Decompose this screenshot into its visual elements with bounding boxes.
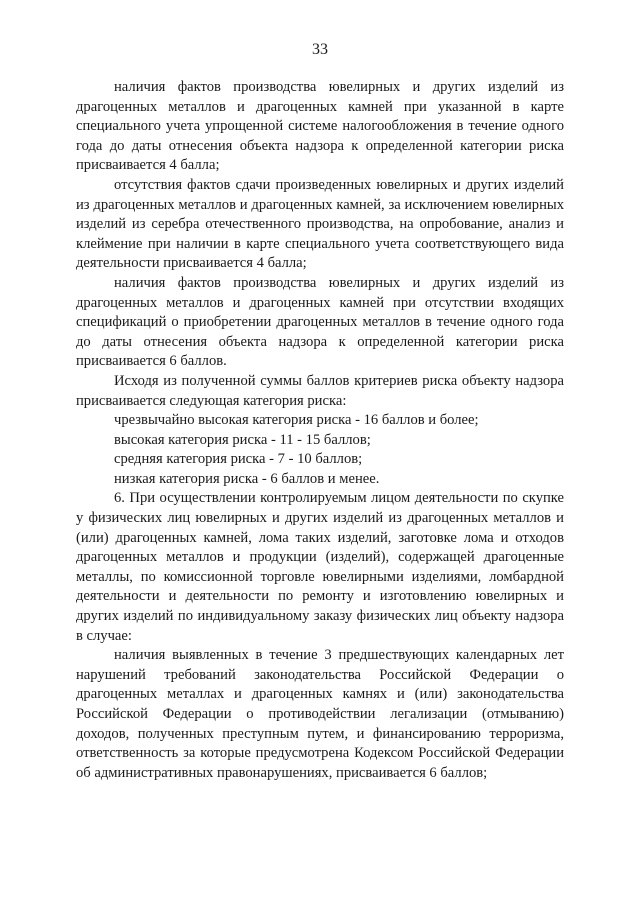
document-body [76, 78, 564, 783]
risk-category-extremely-high: чрезвычайно высокая категория риска - 16 баллов и более; [114, 412, 479, 429]
risk-category-medium: средняя категория риска - 7 - 10 баллов; [114, 451, 363, 468]
risk-category-low: низкая категория риска - 6 баллов и менее. [114, 470, 380, 487]
paragraph-risk-category-intro: Исходя из полученной суммы баллов критериев риска объекту надзора присваивается следующая категория риска: [76, 372, 564, 409]
paragraph-item-6-purchase-activities: 6. При осуществлении контролируемым лицом деятельности по скупке у физических лиц ювелирных и других изделий из драгоценных металлов и (или) драгоценных камней, лома таких изделий, заготовке лома и отходов драгоценных металлов и продукции (изделий), содержащей драгоценные металлы, по комиссионной торговле ювелирными изделиями, ломбардной деятельности и деятельности по ремонту и изготовлению ювелирных и других изделий по индивидуальному заказу физических лиц объекту надзора в случае: [76, 490, 564, 644]
page-number: 33 [312, 41, 328, 58]
paragraph-no-assay-submission: отсутствия фактов сдачи произведенных ювелирных и других изделий из драгоценных металлов и драгоценных камней, за исключением ювелирных изделий из серебра отечественного производства, на опробование, анализ и клеймение при наличии в карте специального учета соответствующего вида деятельности присваивается 4 балла; [76, 176, 564, 272]
paragraph-violations-detected: наличия выявленных в течение 3 предшествующих календарных лет нарушений требований законодательства Российской Федерации о драгоценных металлах и драгоценных камнях и (или) законодательства Российской Федерации о противодействии легализации (отмыванию) доходов, полученных преступным путем, и финансированию терроризма, ответственность за которые предусмотрена Кодексом Российской Федерации об административных правонарушениях, присваивается 6 баллов; [76, 647, 564, 781]
risk-category-high: высокая категория риска - 11 - 15 баллов; [114, 431, 371, 448]
paragraph-jewelry-production-simplified-tax: наличия фактов производства ювелирных и других изделий из драгоценных металлов и драгоценных камней при указанной в карте специального учета упрощенной системе налогообложения в течение одного года до даты отнесения объекта надзора к определенной категории риска присваивается 4 балла; [76, 79, 564, 174]
paragraph-no-incoming-specifications: наличия фактов производства ювелирных и других изделий из драгоценных металлов и драгоценных камней при отсутствии входящих спецификаций о приобретении драгоценных металлов в течение одного года до даты отнесения объекта надзора к определенной категории риска присваивается 6 баллов. [76, 274, 564, 370]
